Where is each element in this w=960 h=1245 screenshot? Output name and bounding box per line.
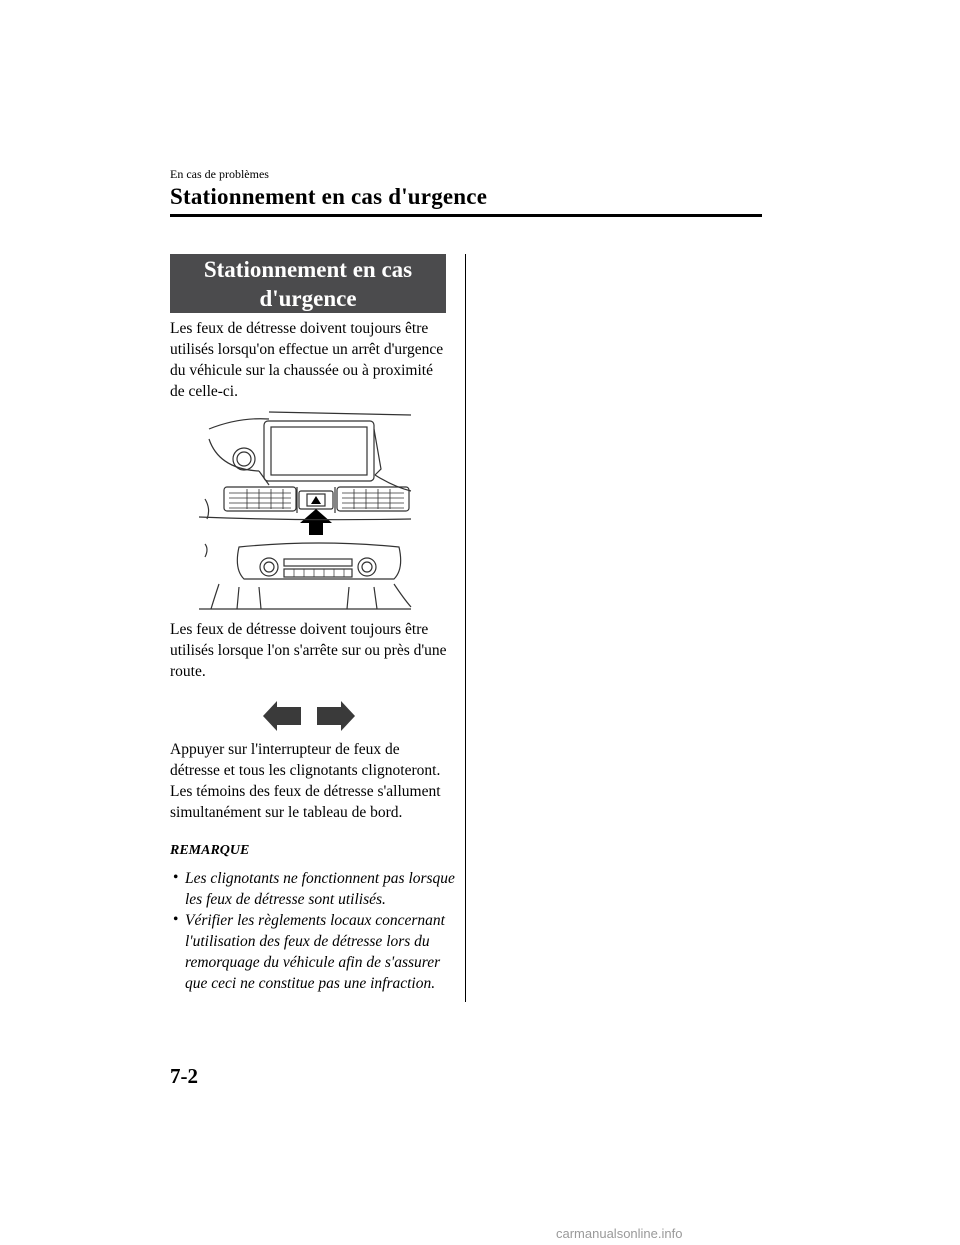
section-title-line1: Stationnement en cas <box>203 257 413 282</box>
bullet: • <box>173 911 179 928</box>
section-label: En cas de problèmes <box>170 167 269 181</box>
left-arrow-icon <box>263 701 301 731</box>
note-item-text: Vérifier les règlements locaux concernant l'utilisation des feux de détresse lors du remorquage du véhicule afin de s'assurer que ceci ne constitue pas une infraction. <box>185 912 445 992</box>
right-arrow-icon <box>317 701 355 731</box>
section-title-box <box>170 254 446 313</box>
header-divider <box>170 214 762 217</box>
watermark: carmanualsonline.info <box>556 1226 683 1241</box>
note-item-text: Les clignotants ne fonctionnent pas lorsque les feux de détresse sont utilisés. <box>185 870 455 908</box>
list-item <box>170 910 460 994</box>
bullet: • <box>173 869 179 886</box>
intro-paragraph: Les feux de détresse doivent toujours être utilisés lorsqu'on effectue un arrêt d'urgence du véhicule sur la chaussée ou à proximité de celle-ci. <box>170 320 444 400</box>
note-label: REMARQUE <box>170 843 250 858</box>
page-title: Stationnement en cas d'urgence <box>170 184 488 209</box>
page-number: 7-2 <box>170 1064 198 1088</box>
instruction-paragraph: Appuyer sur l'interrupteur de feux de détresse et tous les clignotants clignoteront. Les témoins des feux de détresse s'allument simultanément sur le tableau de bord. <box>170 741 441 821</box>
hazard-switch-dashboard-illustration <box>199 409 414 619</box>
turn-signal-arrows-icon <box>263 699 355 738</box>
list-item <box>170 868 460 910</box>
stop-paragraph: Les feux de détresse doivent toujours être utilisés lorsque l'on s'arrête sur ou près d'une route. <box>170 621 447 680</box>
note-list <box>170 868 460 994</box>
column-divider <box>465 254 466 1002</box>
section-title-line2: d'urgence <box>259 286 357 311</box>
